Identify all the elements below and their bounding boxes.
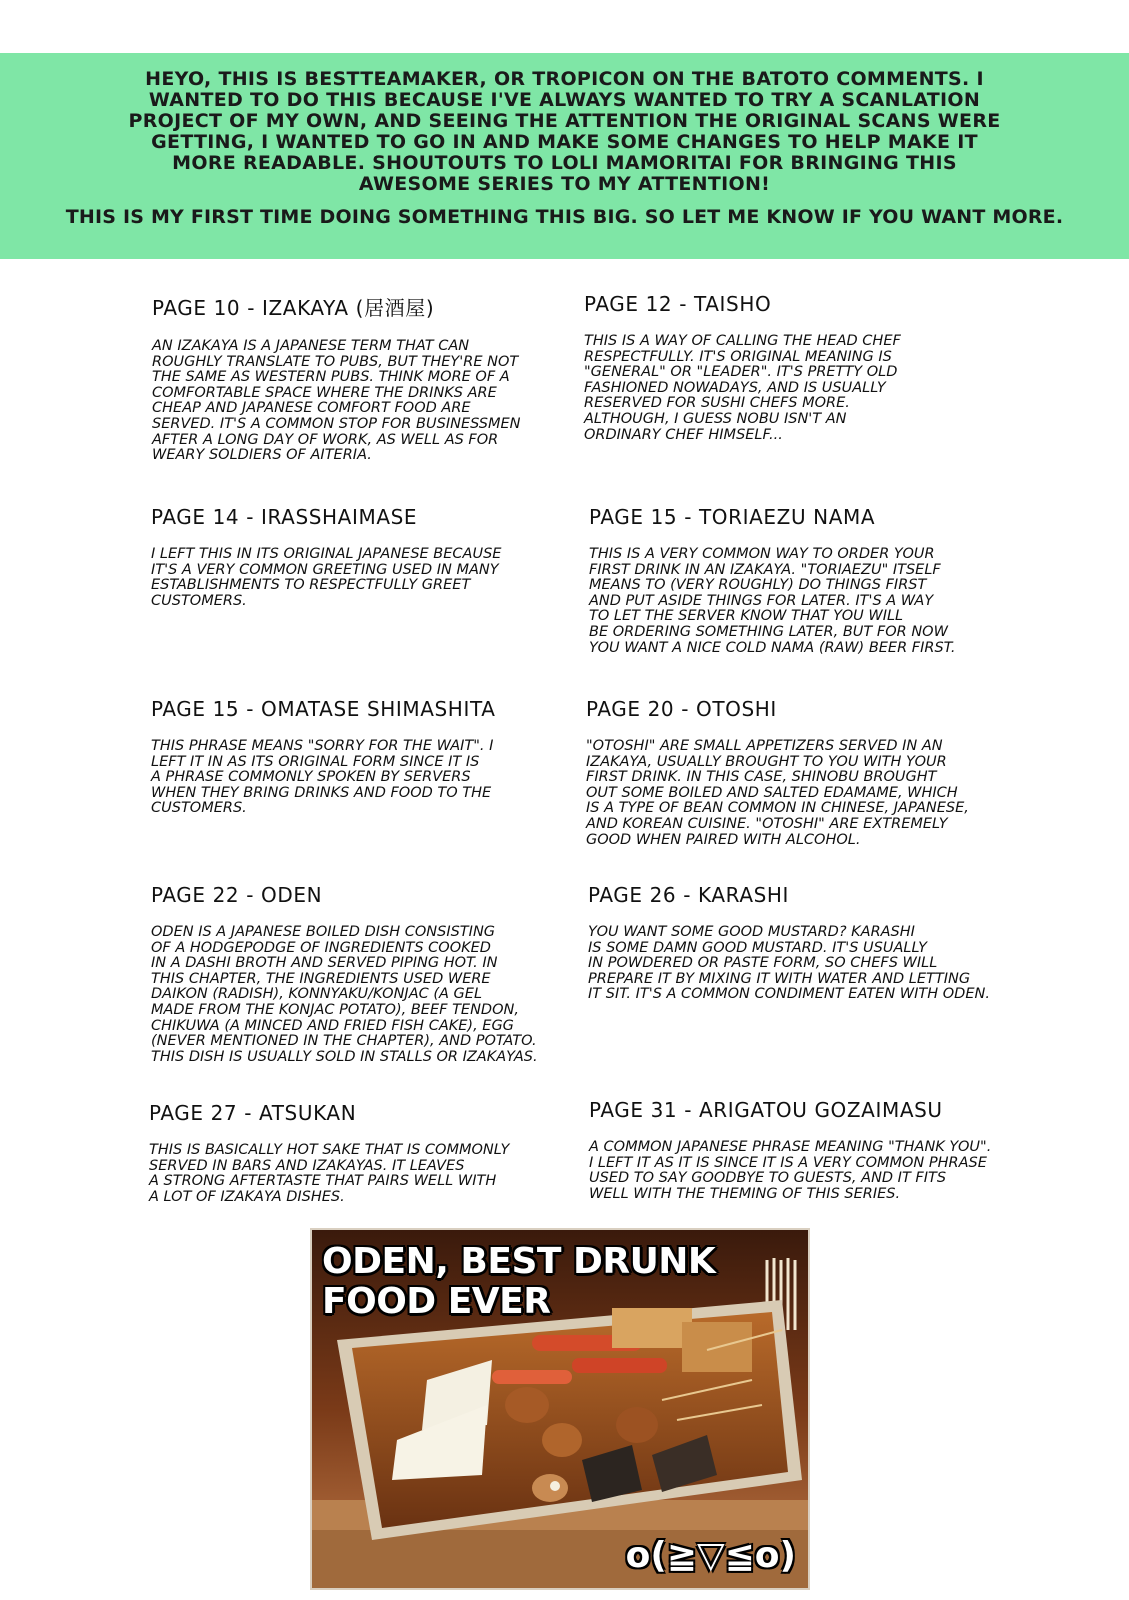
- note-title: PAGE 14 - IRASSHAIMASE: [151, 505, 418, 529]
- oden-photo: [310, 1228, 810, 1590]
- photo-emoticon: o(≧▽≦o): [625, 1535, 796, 1576]
- note-oden: [151, 883, 581, 1065]
- note-body: "OTOSHI" ARE SMALL APPETIZERS SERVED IN AN IZAKAYA, USUALLY BROUGHT TO YOU WITH YOUR FIRST DRINK. IN THIS CASE, SHINOBU BROUGHT OUT SOME BOILED AND SALTED EDAMAME, WHICH IS A TYPE OF BEAN COMMON IN CHINESE, JAPANESE, AND KOREAN CUISINE. "OTOSHI" ARE EXTREMELY GOOD WHEN PAIRED WITH ALCOHOL.: [586, 738, 969, 848]
- note-body: ODEN IS A JAPANESE BOILED DISH CONSISTING OF A HODGEPODGE OF INGREDIENTS COOKED IN A DASHI BROTH AND SERVED PIPING HOT. IN THIS CHAPTER, THE INGREDIENTS USED WERE DAIKON (RADISH), KONNYAKU/KONJAC (A GEL MADE FROM THE KONJAC POTATO), BEEF TENDON, CHIKUWA (A MINCED AND FRIED FISH CAKE), EGG (NEVER MENTIONED IN THE CHAPTER), AND POTATO. THIS DISH IS USUALLY SOLD IN STALLS OR IZAKAYAS.: [151, 924, 538, 1065]
- note-izakaya: [152, 292, 562, 464]
- photo-caption: ODEN, BEST DRUNK FOOD EVER: [322, 1241, 716, 1322]
- note-body: THIS IS A WAY OF CALLING THE HEAD CHEF RESPECTFULLY. IT'S ORIGINAL MEANING IS "GENERAL" OR "LEADER". IT'S PRETTY OLD FASHIONED NOWADAYS, AND IS USUALLY RESERVED FOR SUSHI CHEFS MORE. ALTHOUGH, I GUESS NOBU ISN'T AN ORDINARY CHEF HIMSELF...: [584, 333, 901, 443]
- note-body: THIS PHRASE MEANS "SORRY FOR THE WAIT". I LEFT IT IN AS ITS ORIGINAL FORM SINCE IT IS A PHRASE COMMONLY SPOKEN BY SERVERS WHEN THEY BRING DRINKS AND FOOD TO THE CUSTOMERS.: [151, 738, 494, 817]
- note-title: PAGE 26 - KARASHI: [588, 883, 790, 907]
- note-title: PAGE 10 - IZAKAYA (居酒屋): [152, 296, 435, 320]
- note-title: PAGE 27 - ATSUKAN: [149, 1101, 357, 1125]
- note-omatase-shimashita: [151, 697, 561, 817]
- note-arigatou-gozaimasu: [589, 1098, 1029, 1202]
- intro-banner: [0, 53, 1129, 259]
- note-body: I LEFT THIS IN ITS ORIGINAL JAPANESE BECAUSE IT'S A VERY COMMON GREETING USED IN MANY ESTABLISHMENTS TO RESPECTFULLY GREET CUSTOMERS.: [151, 546, 502, 609]
- note-title: PAGE 22 - ODEN: [151, 883, 323, 907]
- note-body: THIS IS BASICALLY HOT SAKE THAT IS COMMONLY SERVED IN BARS AND IZAKAYAS. IT LEAVES A STRONG AFTERTASTE THAT PAIRS WELL WITH A LOT OF IZAKAYA DISHES.: [149, 1142, 510, 1205]
- note-body: YOU WANT SOME GOOD MUSTARD? KARASHI IS SOME DAMN GOOD MUSTARD. IT'S USUALLY IN POWDERED OR PASTE FORM, SO CHEFS WILL PREPARE IT BY MIXING IT WITH WATER AND LETTING IT SIT. IT'S A COMMON CONDIMENT EATEN WITH ODEN.: [588, 924, 990, 1003]
- note-title: PAGE 20 - OTOSHI: [586, 697, 777, 721]
- note-taisho: [584, 292, 1024, 443]
- note-title: PAGE 15 - OMATASE SHIMASHITA: [151, 697, 496, 721]
- note-body: AN IZAKAYA IS A JAPANESE TERM THAT CAN ROUGHLY TRANSLATE TO PUBS, BUT THEY'RE NOT THE SAME AS WESTERN PUBS. THINK MORE OF A COMFORTABLE SPACE WHERE THE DRINKS ARE CHEAP AND JAPANESE COMFORT FOOD ARE SERVED. IT'S A COMMON STOP FOR BUSINESSMEN AFTER A LONG DAY OF WORK, AS WELL AS FOR WEARY SOLDIERS OF AITERIA.: [152, 338, 521, 464]
- note-title: PAGE 15 - TORIAEZU NAMA: [589, 505, 876, 529]
- note-otoshi: [586, 697, 1016, 848]
- note-body: A COMMON JAPANESE PHRASE MEANING "THANK YOU". I LEFT IT AS IT IS SINCE IT IS A VERY COMMON PHRASE USED TO SAY GOODBYE TO GUESTS, AND IT FITS WELL WITH THE THEMING OF THIS SERIES.: [589, 1139, 992, 1202]
- intro-paragraph: HEYO, THIS IS BESTTEAMAKER, OR TROPICON ON THE BATOTO COMMENTS. I WANTED TO DO THIS BECAUSE I'VE ALWAYS WANTED TO TRY A SCANLATION PROJECT OF MY OWN, AND SEEING THE ATTENTION THE ORIGINAL SCANS WERE GETTING, I WANTED TO GO IN AND MAKE SOME CHANGES TO HELP MAKE IT MORE READABLE. SHOUTOUTS TO LOLI MAMORITAI FOR BRINGING THIS AWESOME SERIES TO MY ATTENTION!: [128, 68, 1001, 195]
- note-karashi: [588, 883, 1028, 1003]
- note-atsukan: [149, 1101, 559, 1205]
- intro-closing-line: THIS IS MY FIRST TIME DOING SOMETHING THIS BIG. SO LET ME KNOW IF YOU WANT MORE.: [65, 206, 1064, 228]
- note-toriaezu-nama: [589, 505, 1009, 656]
- note-irasshaimase: [151, 505, 561, 609]
- note-title: PAGE 12 - TAISHO: [584, 292, 772, 316]
- note-title: PAGE 31 - ARIGATOU GOZAIMASU: [589, 1098, 943, 1122]
- note-body: THIS IS A VERY COMMON WAY TO ORDER YOUR FIRST DRINK IN AN IZAKAYA. "TORIAEZU" ITSELF MEANS TO (VERY ROUGHLY) DO THINGS FIRST AND PUT ASIDE THINGS FOR LATER. IT'S A WAY TO LET THE SERVER KNOW THAT YOU WILL BE ORDERING SOMETHING LATER, BUT FOR NOW YOU WANT A NICE COLD NAMA (RAW) BEER FIRST.: [589, 546, 956, 656]
